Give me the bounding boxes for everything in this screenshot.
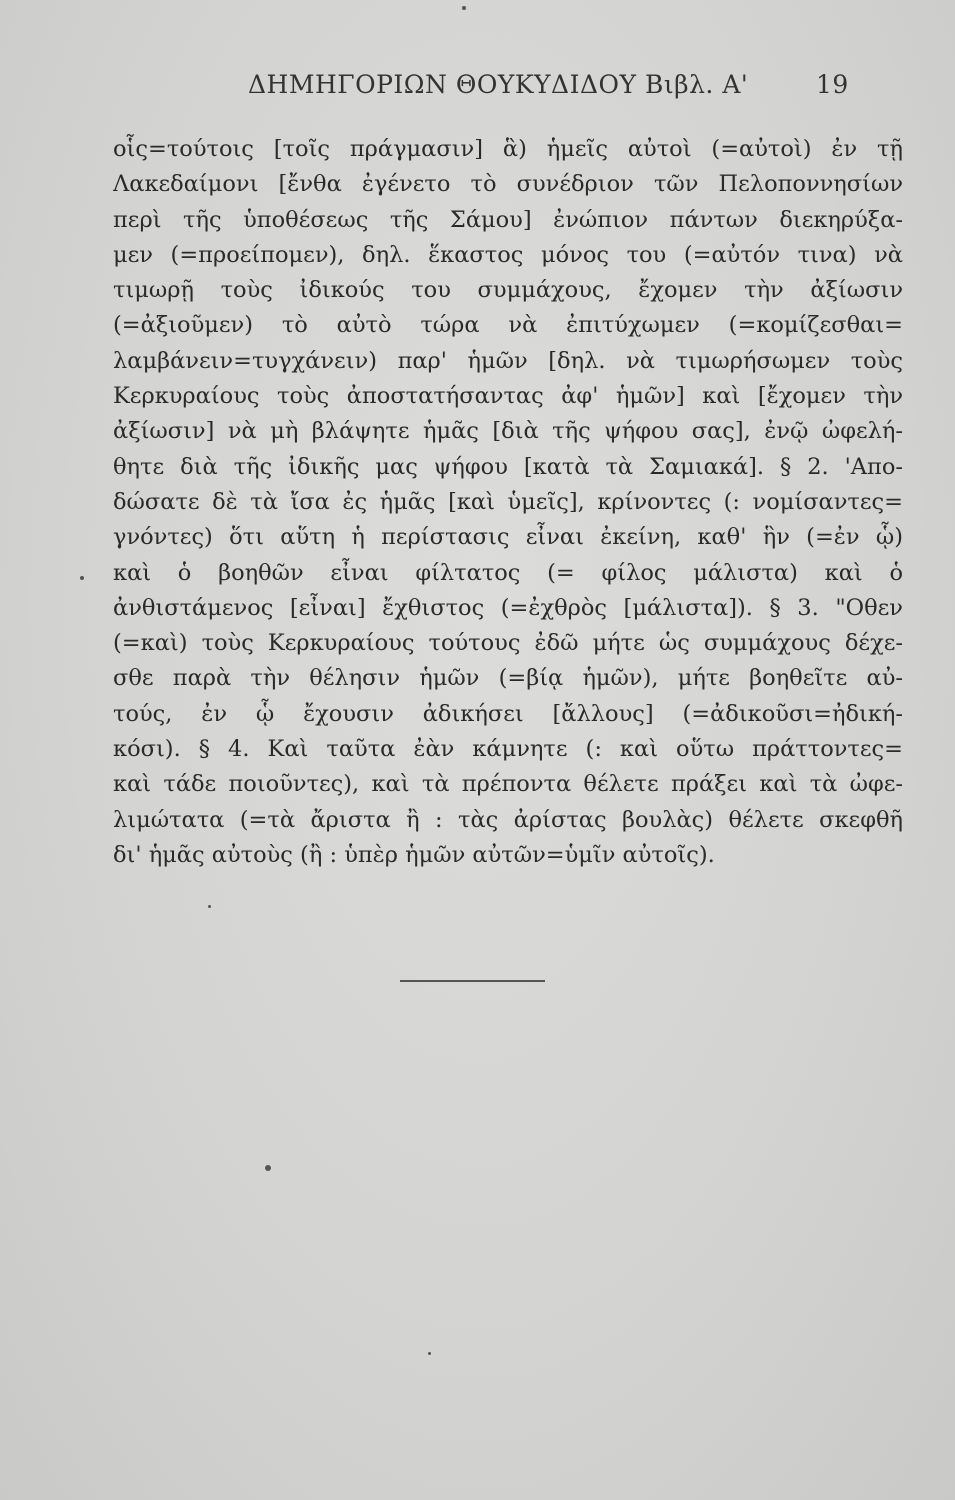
- text-line: (=ἀξιοῦμεν) τὸ αὐτὸ τώρα νὰ ἐπιτύχωμεν (=κομίζεσθαι=: [113, 312, 903, 339]
- text-line: ἀξίωσιν] νὰ μὴ βλάψητε ἡμᾶς [διὰ τῆς ψήφου σας], ἐνῷ ὠφελή-: [113, 418, 903, 445]
- commentary-text: [113, 132, 903, 873]
- text-line: μεν (=προείπομεν), δηλ. ἕκαστος μόνος του (=αὐτόν τινα) νὰ: [113, 241, 903, 268]
- text-line: δι' ἡμᾶς αὐτοὺς (ἢ : ὑπὲρ ἡμῶν αὐτῶν=ὑμῖν αὐτοῖς).: [113, 841, 715, 868]
- text-line: καὶ ὁ βοηθῶν εἶναι φίλτατος (= φίλος μάλιστα) καὶ ὁ: [113, 559, 903, 586]
- page-number: 19: [816, 70, 849, 99]
- text-line: οἷς=τούτοις [τοῖς πράγμασιν] ἃ) ἡμεῖς αὐτοὶ (=αὐτοὶ) ἐν τῇ: [113, 136, 903, 162]
- text-line: λιμώτατα (=τὰ ἄριστα ἢ : τὰς ἀρίστας βουλὰς) θέλετε σκεφθῆ: [113, 806, 903, 833]
- print-speck: [265, 1165, 271, 1171]
- text-line: περὶ τῆς ὑποθέσεως τῆς Σάμου] ἐνώπιον πάντων διεκηρύξα-: [113, 206, 903, 233]
- text-line: δώσατε δὲ τὰ ἴσα ἐς ἡμᾶς [καὶ ὑμεῖς], κρίνοντες (: νομίσαντες=: [113, 488, 903, 515]
- text-line: σθε παρὰ τὴν θέλησιν ἡμῶν (=βίᾳ ἡμῶν), μήτε βοηθεῖτε αὐ-: [113, 665, 903, 692]
- text-line: Λακεδαίμονι [ἔνθα ἐγένετο τὸ συνέδριον τῶν Πελοποννησίων: [113, 171, 903, 198]
- text-line: Κερκυραίους τοὺς ἀποστατήσαντας ἀφ' ἡμῶν] καὶ [ἔχομεν τὴν: [113, 383, 903, 410]
- print-speck: [80, 576, 84, 580]
- text-line: (=καὶ) τοὺς Κερκυραίους τούτους ἐδῶ μήτε ὡς συμμάχους δέχε-: [113, 630, 903, 657]
- text-line: τιμωρῇ τοὺς ἰδικούς του συμμάχους, ἔχομεν τὴν ἀξίωσιν: [113, 277, 903, 304]
- text-line: κόσι). § 4. Καὶ ταῦτα ἐὰν κάμνητε (: καὶ οὕτω πράττοντες=: [113, 736, 903, 763]
- text-line: λαμβάνειν=τυγχάνειν) παρ' ἡμῶν [δηλ. νὰ τιμωρήσωμεν τοὺς: [113, 347, 903, 374]
- text-line: θητε διὰ τῆς ἰδικῆς μας ψήφου [κατὰ τὰ Σαμιακά]. § 2. 'Απο-: [113, 453, 903, 480]
- running-title: ΔΗΜΗΓΟΡΙΩΝ ΘΟΥΚΥΔΙΔΟΥ Βιβλ. Α': [248, 70, 749, 99]
- text-line: γνόντες) ὅτι αὕτη ἡ περίστασις εἶναι ἐκείνη, καθ' ἣν (=ἐν ᾧ): [113, 524, 903, 551]
- running-header: [248, 70, 848, 110]
- print-speck: [208, 905, 211, 908]
- text-line: τούς, ἐν ᾧ ἔχουσιν ἀδικήσει [ἄλλους] (=ἀδικοῦσι=ἠδική-: [113, 700, 903, 727]
- text-line: ἀνθιστάμενος [εἶναι] ἔχθιστος (=ἐχθρὸς [μάλιστα]). § 3. "Οθεν: [113, 594, 903, 621]
- print-speck: [462, 6, 466, 10]
- print-speck: [428, 1352, 431, 1355]
- section-divider: [400, 980, 545, 982]
- text-line: καὶ τάδε ποιοῦντες), καὶ τὰ πρέποντα θέλετε πράξει καὶ τὰ ὠφε-: [113, 771, 903, 798]
